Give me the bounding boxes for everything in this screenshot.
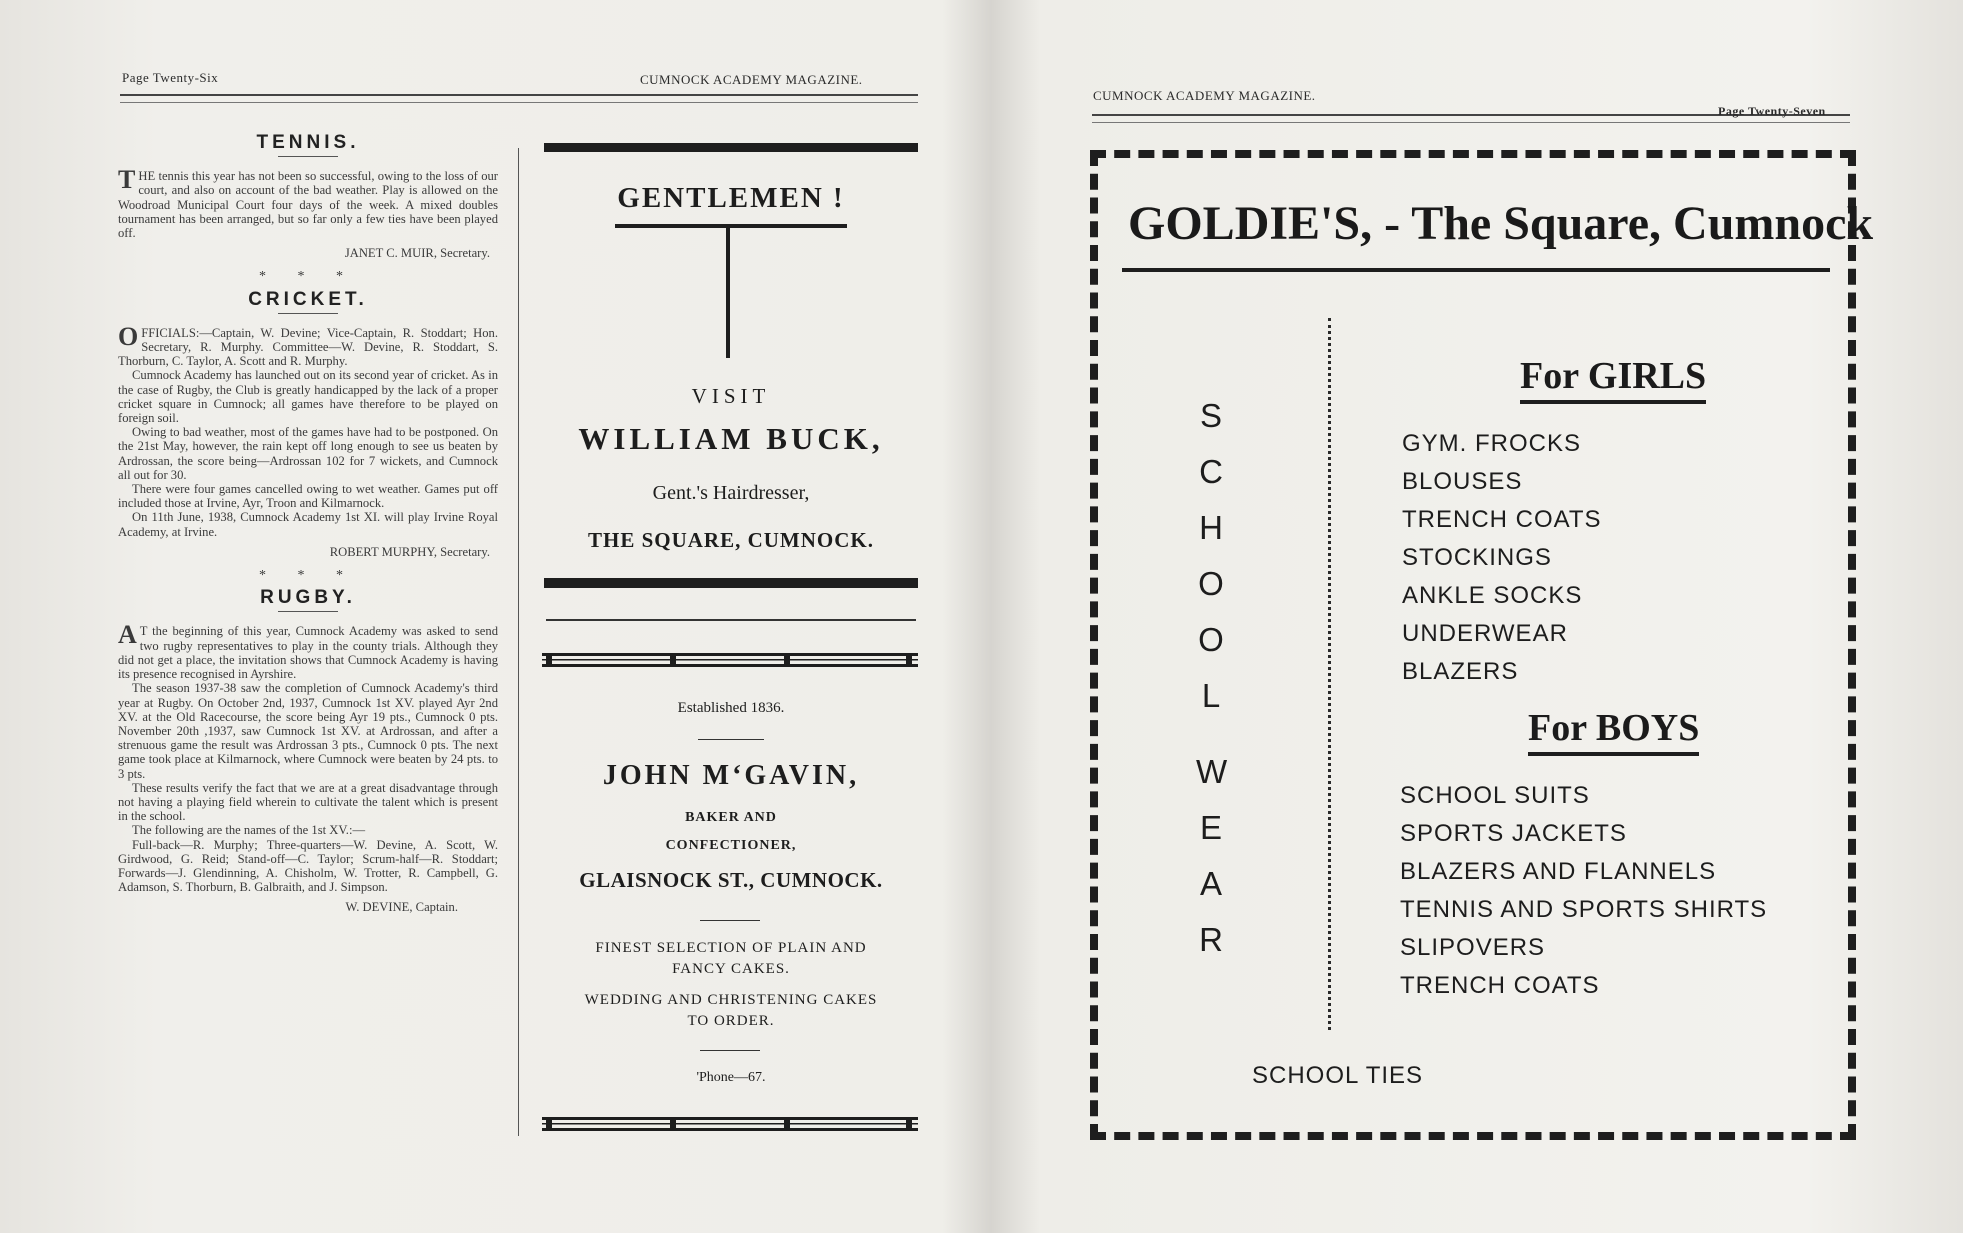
heading-underline bbox=[1520, 400, 1706, 404]
page-number-right: Page Twenty-Seven bbox=[1718, 104, 1826, 118]
cricket-title: CRICKET. bbox=[248, 288, 368, 310]
cricket-paragraph: On 11th June, 1938, Cumnock Academy 1st XI. will play Irvine Royal Academy, at Irvine. bbox=[118, 510, 498, 539]
ad-mgavin-line-4: TO ORDER. bbox=[687, 1013, 775, 1029]
cricket-paragraph: Owing to bad weather, most of the games have had to be postponed. On the 21st May, however, the rain kept off long enough to see us beaten by Ardrossan, the score being—Ardrossan 102 for 7 wickets, and Cumnock all out for 30. bbox=[118, 425, 498, 482]
ad-mgavin-line-1: FINEST SELECTION OF PLAIN AND bbox=[595, 940, 867, 956]
boys-list bbox=[1400, 777, 1767, 1005]
rugby-title: RUGBY. bbox=[260, 587, 356, 609]
rugby-paragraph: Full-back—R. Murphy; Three-quarters—W. Devine, A. Scott, W. Girdwood, G. Reid; Stand-off—C. Taylor; Scrum-half—R. Stoddart; Forwards—J. Glendinning, A. Chisholm, W. Trotter, R. Campbell, G. Adamson, S. Thorburn, B. Galbraith, and J. Simpson. bbox=[118, 837, 498, 895]
dropcap: A bbox=[118, 620, 137, 650]
ad-thin-rule bbox=[546, 619, 916, 621]
small-rule bbox=[700, 920, 760, 921]
list-item: ANKLE SOCKS bbox=[1402, 582, 1583, 609]
tennis-body: THE tennis this year has not been so successful, owing to the loss of our court, and also on account of the bad weather. Play is allowed on the Woodroad Municipal Court four days of the week. A mixed doubles tournament has been arranged, but so far only a few ties have been played off. bbox=[118, 165, 498, 241]
list-item: TENNIS AND SPORTS SHIRTS bbox=[1400, 896, 1768, 923]
ad-buck-heading: GENTLEMEN ! bbox=[617, 182, 845, 214]
vertical-letter: S bbox=[1199, 397, 1222, 434]
vertical-letter: A bbox=[1199, 865, 1222, 902]
boys-heading: For BOYS bbox=[1528, 706, 1699, 756]
list-item: GYM. FROCKS bbox=[1402, 430, 1582, 457]
ad-mgavin-trade-1: BAKER AND bbox=[685, 810, 777, 825]
dotted-separator bbox=[1328, 318, 1335, 1030]
column-divider bbox=[518, 148, 519, 1136]
title-underline bbox=[278, 611, 338, 612]
header-rule-left bbox=[120, 94, 918, 103]
list-item: BLAZERS AND FLANNELS bbox=[1400, 858, 1717, 885]
heading-underline bbox=[615, 224, 847, 228]
tennis-signature: JANET C. MUIR, Secretary. bbox=[344, 246, 490, 261]
cricket-paragraph: OFFICIALS:—Captain, W. Devine; Vice-Captain, R. Stoddart; Hon. Secretary, R. Murphy. Committee—W. Devine, R. Stoddart, S. Thorburn, C. Taylor, A. Scott and R. Murphy. bbox=[118, 321, 498, 369]
title-underline bbox=[278, 156, 338, 157]
ad-mgavin-established: Established 1836. bbox=[677, 700, 785, 716]
ad-buck-name: WILLIAM BUCK, bbox=[578, 421, 884, 456]
ornamental-border bbox=[542, 652, 918, 668]
girls-list bbox=[1402, 425, 1602, 691]
vertical-letter: E bbox=[1199, 809, 1222, 846]
list-item: UNDERWEAR bbox=[1402, 620, 1568, 647]
list-item: STOCKINGS bbox=[1402, 544, 1552, 571]
section-stars: * * * bbox=[259, 568, 357, 584]
ad-top-bar bbox=[544, 143, 918, 152]
girls-heading: For GIRLS bbox=[1520, 354, 1706, 404]
heading-underline bbox=[1528, 752, 1699, 756]
rugby-paragraph: These results verify the fact that we are at a great disadvantage through not having a playing field wherein to cultivate the talent which is present in the school. bbox=[118, 780, 498, 824]
title-underline bbox=[278, 313, 338, 314]
dropcap: T bbox=[118, 165, 136, 195]
ornamental-border bbox=[542, 1116, 918, 1132]
ad-mgavin-line-2: FANCY CAKES. bbox=[672, 961, 790, 977]
vertical-letter: H bbox=[1199, 509, 1223, 546]
goldie-title: GOLDIE'S, - The Square, Cumnock bbox=[1128, 197, 1874, 250]
vertical-letter: R bbox=[1199, 921, 1223, 958]
vertical-letter: L bbox=[1201, 677, 1221, 714]
ad-mgavin-address: GLAISNOCK ST., CUMNOCK. bbox=[579, 868, 883, 892]
page-number-left: Page Twenty-Six bbox=[122, 70, 219, 85]
tennis-title: TENNIS. bbox=[256, 132, 360, 153]
school-wear-vertical bbox=[1196, 388, 1226, 968]
dropcap: O bbox=[118, 321, 139, 351]
list-item: BLAZERS bbox=[1402, 658, 1519, 685]
ad-mgavin-trade-2: CONFECTIONER, bbox=[665, 838, 797, 853]
list-item: TRENCH COATS bbox=[1402, 506, 1602, 533]
vertical-letter: O bbox=[1198, 621, 1224, 658]
cricket-paragraph: There were four games cancelled owing to wet weather. Games put off included those at Irvine, Ayr, Troon and Kilmarnock. bbox=[118, 482, 498, 511]
list-item: SLIPOVERS bbox=[1400, 934, 1546, 961]
list-item: SPORTS JACKETS bbox=[1400, 820, 1627, 847]
section-stars: * * * bbox=[259, 269, 357, 285]
ad-mgavin-name: JOHN M‘GAVIN, bbox=[602, 760, 860, 791]
ad-mgavin-line-3: WEDDING AND CHRISTENING CAKES bbox=[584, 992, 878, 1008]
vertical-letter: W bbox=[1196, 753, 1228, 790]
list-item: BLOUSES bbox=[1402, 468, 1523, 495]
rugby-signature: W. DEVINE, Captain. bbox=[345, 900, 458, 915]
running-head-right: CUMNOCK ACADEMY MAGAZINE. bbox=[1093, 88, 1316, 103]
vertical-bar bbox=[726, 228, 730, 358]
list-item: SCHOOL SUITS bbox=[1400, 782, 1590, 809]
rugby-paragraph: The following are the names of the 1st XV.:— bbox=[132, 823, 366, 838]
school-ties: SCHOOL TIES bbox=[1252, 1062, 1424, 1089]
rugby-paragraph: A T the beginning of this year, Cumnock Academy was asked to send two rugby representatives to play in the county trials. Although they did not get a place, the invitation shows that Cumnock Academy is having its presence recognised in Ayrshire. bbox=[118, 620, 498, 682]
title-rule bbox=[1122, 268, 1830, 272]
vertical-letter: O bbox=[1198, 565, 1224, 602]
ad-mgavin-phone: 'Phone—67. bbox=[696, 1070, 766, 1085]
vertical-gap bbox=[1196, 724, 1226, 744]
small-rule bbox=[698, 739, 764, 740]
ad-buck-address: THE SQUARE, CUMNOCK. bbox=[587, 528, 875, 552]
list-item: TRENCH COATS bbox=[1400, 972, 1600, 999]
ad-buck-visit: VISIT bbox=[691, 384, 771, 408]
ad-buck-trade: Gent.'s Hairdresser, bbox=[652, 482, 810, 504]
cricket-paragraph: Cumnock Academy has launched out on its second year of cricket. As in the case of Rugby, the Club is greatly handicapped by the lack of a proper cricket square in Cumnock; all games have therefore to be played on foreign soil. bbox=[118, 368, 498, 426]
small-rule bbox=[700, 1050, 760, 1051]
cricket-signature: ROBERT MURPHY, Secretary. bbox=[329, 544, 490, 559]
vertical-letter: C bbox=[1199, 453, 1223, 490]
rugby-paragraph: The season 1937-38 saw the completion of Cumnock Academy's third year at Rugby. On October 2nd, 1937, Cumnock 1st XV. played Ayr 2nd XV. at the Old Racecourse, the score being Ayr 19 pts., Cumnock 0 pts. November 20th ,1937, saw Cumnock 1st XV. at Ardrossan, and after a strenuous game the result was Ardrossan 3 pts., Cumnock 0 pts. The next game took place at Kilmarnock, where Cumnock were beaten by 24 pts. to 3 pts. bbox=[118, 681, 498, 781]
text-column bbox=[118, 132, 498, 915]
ad-bottom-bar bbox=[544, 578, 918, 588]
running-head-left: CUMNOCK ACADEMY MAGAZINE. bbox=[640, 72, 863, 87]
